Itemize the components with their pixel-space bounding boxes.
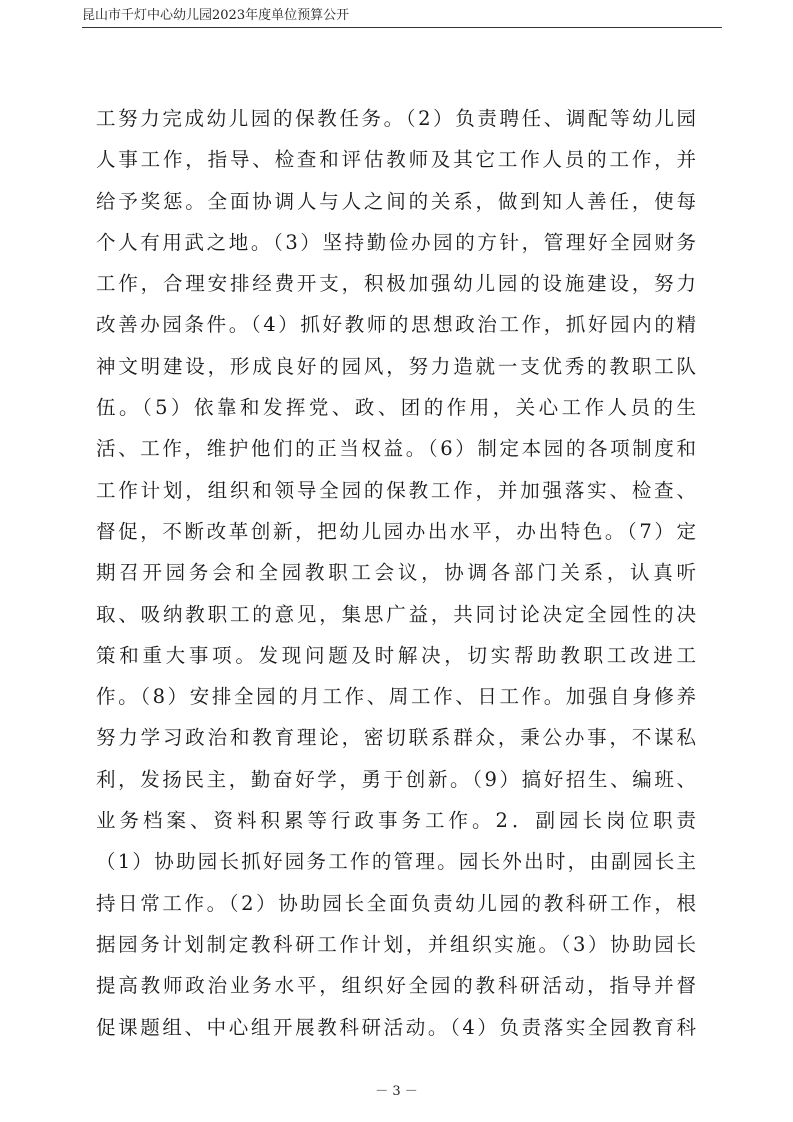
body-line: 人事工作，指导、检查和评估教师及其它工作人员的工作，并 <box>96 148 696 172</box>
body-line: 业务档案、资料积累等行政事务工作。2．副园长岗位职责 <box>96 809 696 833</box>
body-line: 利，发扬民主，勤奋好学，勇于创新。（9）搞好招生、编班、 <box>96 767 696 791</box>
page-number: － 3 － <box>375 1084 418 1099</box>
page-footer <box>0 1080 793 1099</box>
body-line: 个人有用武之地。（3）坚持勤俭办园的方针，管理好全园财务 <box>96 230 696 254</box>
body-line: 活、工作，维护他们的正当权益。（6）制定本园的各项制度和 <box>96 437 696 461</box>
body-line: 给予奖惩。全面协调人与人之间的关系，做到知人善任，使每 <box>96 189 696 213</box>
body-line: 改善办园条件。（4）抓好教师的思想政治工作，抓好园内的精 <box>96 313 696 337</box>
body-line: 持日常工作。（2）协助园长全面负责幼儿园的教科研工作，根 <box>96 891 696 915</box>
body-line: 策和重大事项。发现问题及时解决，切实帮助教职工改进工 <box>96 643 696 667</box>
body-line: 努力学习政治和教育理论，密切联系群众，秉公办事，不谋私 <box>96 726 696 750</box>
body-line: 督促，不断改革创新，把幼儿园办出水平，办出特色。（7）定 <box>96 519 696 543</box>
body-line: 神文明建设，形成良好的园风，努力造就一支优秀的教职工队 <box>96 354 696 378</box>
page-header <box>82 5 722 28</box>
body-line: 伍。（5）依靠和发挥党、政、团的作用，关心工作人员的生 <box>96 396 696 420</box>
body-line: 提高教师政治业务水平，组织好全园的教科研活动，指导并督 <box>96 974 696 998</box>
body-line: 工努力完成幼儿园的保教任务。（2）负责聘任、调配等幼儿园 <box>96 107 696 130</box>
body-line: （1）协助园长抓好园务工作的管理。园长外出时，由副园长主 <box>96 850 696 874</box>
body-text <box>96 98 696 1048</box>
body-line: 工作计划，组织和领导全园的保教工作，并加强落实、检查、 <box>96 478 696 502</box>
body-line: 据园务计划制定教科研工作计划，并组织实施。（3）协助园长 <box>96 932 696 956</box>
body-line: 取、吸纳教职工的意见，集思广益，共同讨论决定全园性的决 <box>96 602 696 626</box>
header-title: 昆山市千灯中心幼儿园2023年度单位预算公开 <box>82 8 350 23</box>
body-line: 工作，合理安排经费开支，积极加强幼儿园的设施建设，努力 <box>96 272 696 296</box>
body-line: 作。（8）安排全园的月工作、周工作、日工作。加强自身修养 <box>96 685 696 709</box>
body-line: 期召开园务会和全园教职工会议，协调各部门关系，认真听 <box>96 561 696 585</box>
body-line: 促课题组、中心组开展教科研活动。（4）负责落实全园教育科 <box>96 1015 696 1039</box>
